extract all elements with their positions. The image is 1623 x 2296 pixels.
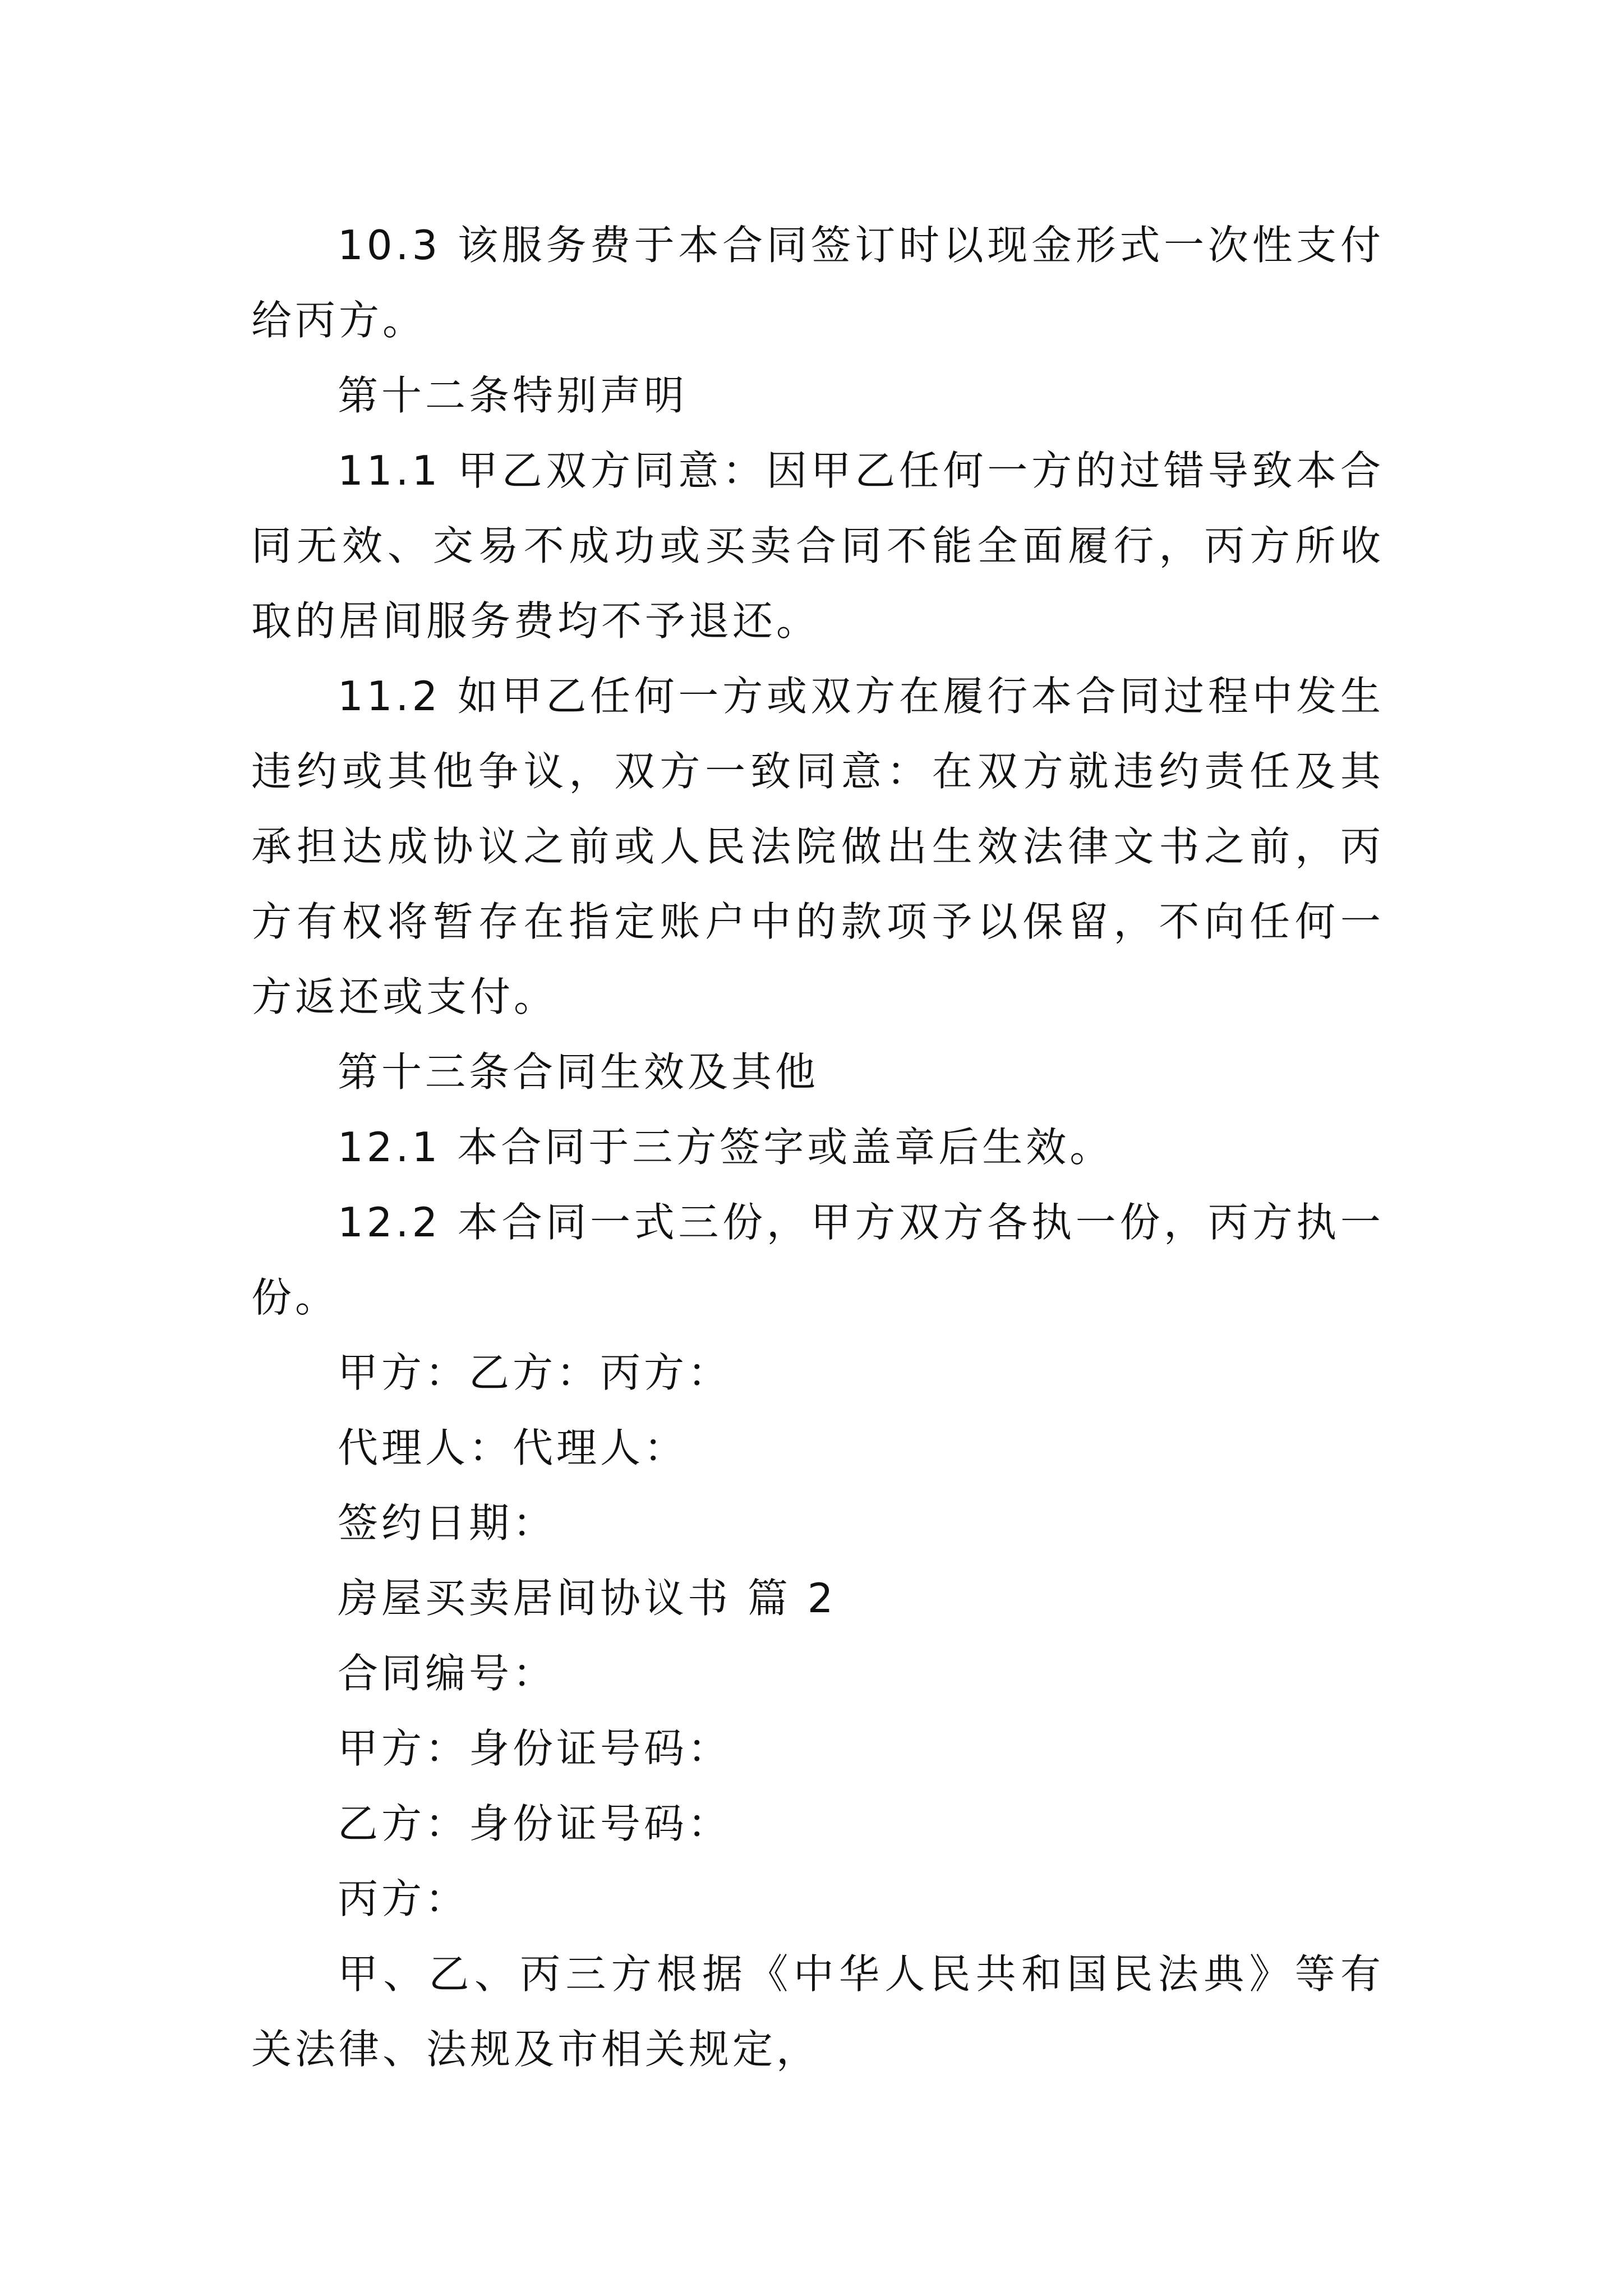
heading-article-12: 第十二条特别声明 xyxy=(338,372,688,419)
signing-date: 签约日期： xyxy=(338,1499,557,1547)
heading-article-13: 第十三条合同生效及其他 xyxy=(338,1048,819,1096)
document-body xyxy=(251,208,1384,2087)
paragraph-12-1: 12.1 本合同于三方签字或盖章后生效。 xyxy=(338,1124,1114,1171)
paragraph-11-1: 11.1 甲乙双方同意：因甲乙任何一方的过错导致本合同无效、交易不成功或买卖合同不能全面履行，丙方所收取的居间服务费均不予退还。 xyxy=(251,447,1384,645)
paragraph-10-3: 10.3 该服务费于本合同签订时以现金形式一次性支付给丙方。 xyxy=(251,222,1384,344)
party-c: 丙方： xyxy=(338,1875,469,1922)
section-title-part-2: 房屋买卖居间协议书 篇 2 xyxy=(338,1575,837,1622)
contract-number: 合同编号： xyxy=(338,1650,557,1697)
signature-agents: 代理人：代理人： xyxy=(338,1424,688,1471)
party-b-id: 乙方：身份证号码： xyxy=(338,1800,732,1847)
signature-parties: 甲方：乙方：丙方： xyxy=(338,1349,732,1396)
party-a-id: 甲方：身份证号码： xyxy=(338,1725,732,1772)
paragraph-11-2: 11.2 如甲乙任何一方或双方在履行本合同过程中发生违约或其他争议，双方一致同意：在双方就违约责任及其承担达成协议之前或人民法院做出生效法律文书之前，丙方有权将暂存在指定账户中的款项予以保留，不向任何一方返还或支付。 xyxy=(251,673,1384,1020)
preamble-paragraph: 甲、乙、丙三方根据《中华人民共和国民法典》等有关法律、法规及市相关规定， xyxy=(251,1950,1384,2073)
paragraph-12-2: 12.2 本合同一式三份，甲方双方各执一份，丙方执一份。 xyxy=(251,1199,1384,1321)
